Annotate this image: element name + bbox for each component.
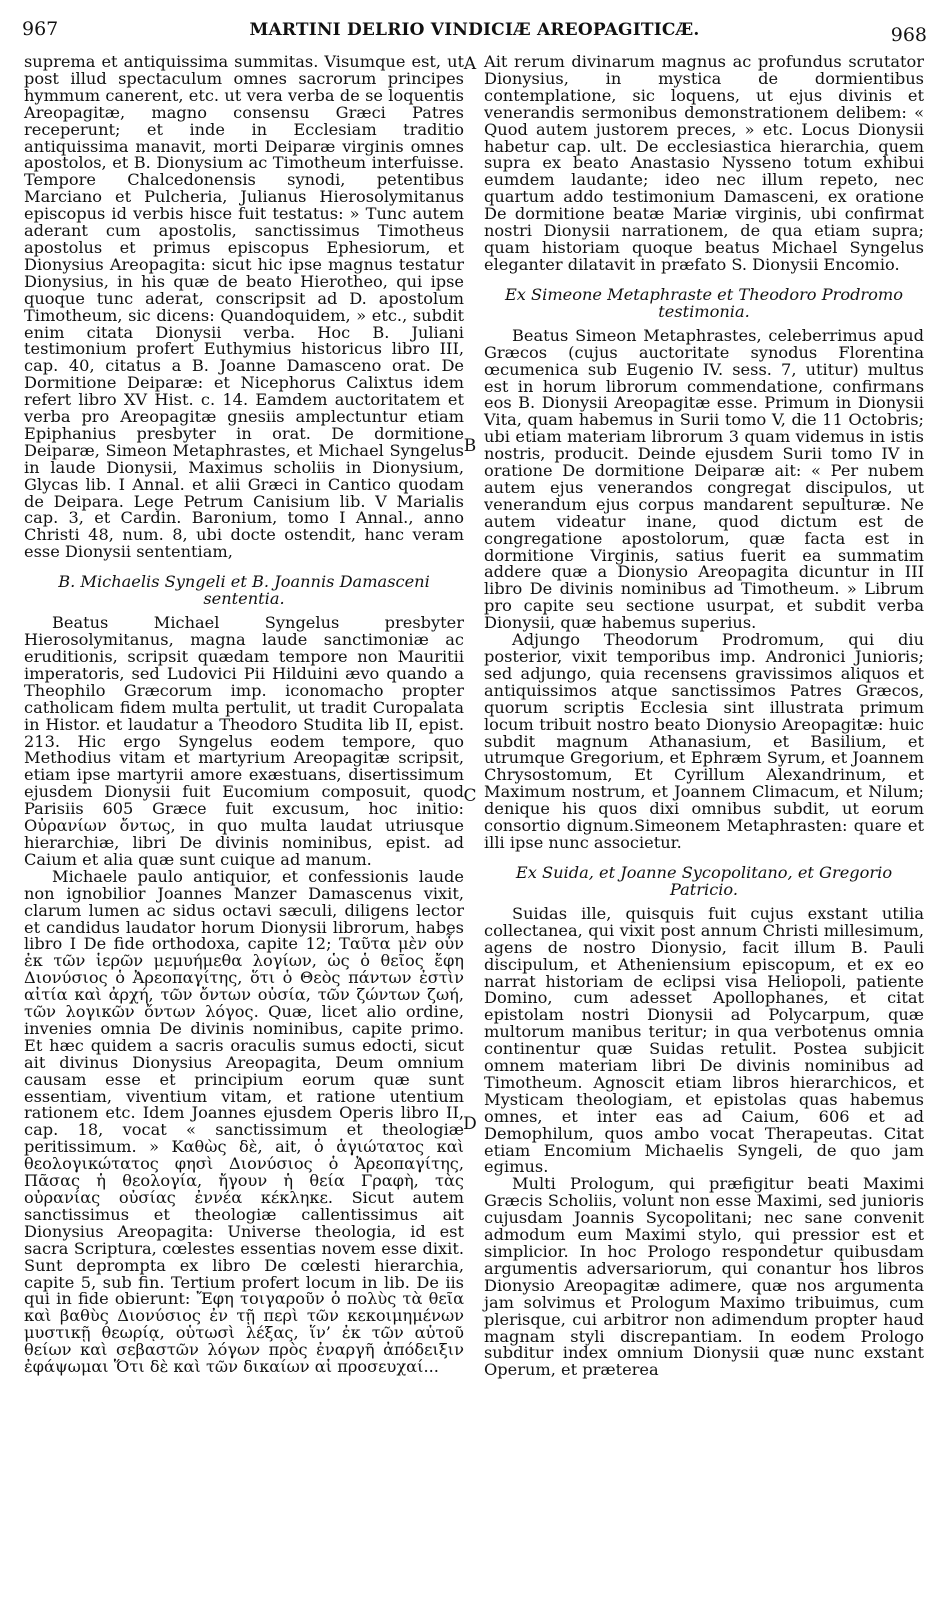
margin-letter-a: A	[463, 54, 477, 74]
paragraph: Adjungo Theodorum Prodromum, qui diu posterior, vixit temporibus imp. Andronici Junioris; sed adjungo, quia recensens gravissimos aliquos et antiquissimos atque sanctissimos Patres Græcos, quorum scriptis Ecclesia sint illustrata primum locum tribuit nostro beato Dionysio Areopagitæ: huic subdit magnum Athanasium, et Basilium, et utrumque Gregorium, et Ephræm Syrum, et Joannem Chrysostomum, Et Cyrillum Alexandrinum, et Maximum nostrum, et Joannem Climacum, et Nilum; denique his quos dixi omnibus subdit, ut eorum consortio dignum.Simeonem Metaphrasten: quare et illi ipse nunc associetur.	[484, 630, 924, 852]
paragraph: Multi Prologum, qui præfigitur beati Maximi Græcis Scholiis, volunt non esse Maximi, sed junioris cujusdam Joannis Sycopolitani; nec sane convenit admodum eum Maximi stylo, qui pressior est et simplicior. In hoc Prologo respondetur quibusdam argumentis adversariorum, qui conantur hos libros Dionysio Areopagitæ adimere, quæ nos argumenta jam solvimus et Prologum Maximo tribuimus, cum plerisque, cui arbitror non adimendum propter haud magnam styli discrepantiam. In eodem Prologo subditur index omnium Dionysii quæ nunc exstant Operum, et præterea	[484, 1174, 924, 1380]
margin-letter-d: D	[463, 1114, 477, 1134]
paragraph: Beatus Michael Syngelus presbyter Hierosolymitanus, magna laude sanctimoniæ ac eruditionis, scripsit quædam tempore non Mauritii imperatoris, sed Ludovici Pii Hilduini ævo quando a Theophilo Græcorum imp. iconomacho propter catholicam fidem multa pertulit, ut tradit Curopalata in Histor. et laudatur a Theodoro Studita lib II, epist. 213. Hic ergo Syngelus eodem tempore, quo Methodius vitam et martyrium Areopagitæ scripsit, etiam ipse martyrii amore exæstuans, disertissimum ejusdem Dionysii fuit Eucomium composuit, quod Parisiis 605 Græce fuit excusum, hoc initio: Οὐρανίων ὄντως, in quo multa laudat utriusque hierarchiæ, libri De divinis nominibus, epist. ad Caium et alia quæ sunt cuique ad manum.	[24, 613, 464, 869]
right-column	[484, 54, 924, 1379]
paragraph: Michaele paulo antiquior, et confessionis laude non ignobilior Joannes Manzer Damascenus vixit, clarum lumen ac sidus octavi sæculi, diligens lector et candidus laudator horum Dionysii librorum, habes libro I De fide orthodoxa, capite 12; Ταῦτα μὲν οὖν ἐκ τῶν ἱερῶν μεμυήμεθα λογίων, ὡς ὁ θεῖος ἔφη Διονύσιος ὁ Ἀρεοπαγίτης, ὅτι ὁ Θεὸς πάντων ἐστὶν αἰτία καὶ ἀρχή, τῶν ὄντων οὐσία, τῶν ζώντων ζωή, τῶν λογικῶν ὄντων λόγος. Quæ, licet alio ordine, invenies omnia De divinis nominibus, capite primo. Et hæc quidem a sacris oraculis sumus edocti, sicut ait divinus Dionysius Areopagita, Deum omnium causam esse et principium eorum quæ sunt essentiam, viventium vitam, et ratione utentium rationem etc. Idem Joannes ejusdem Operis libro II, cap. 18, vocat « sanctissimum et theologiæ peritissimum. » Καθὼς δὲ, ait, ὁ ἁγιώτατος καὶ θεολογικώτατος φησὶ Διονύσιος ὁ Ἀρεοπαγίτης, Πᾶσας ἡ θεολογία, ἤγουν ἡ θεία Γραφὴ, τὰς οὐρανίας οὐσίας ἐννέα κέκληκε. Sicut autem sanctissimus et theologiæ callentissimus ait Dionysius Areopagita: Universe theologia, id est sacra Scriptura, cœlestes essentias novem esse dixit. Sunt deprompta ex libro De cœlesti hierarchia, capite 5, sub fin. Tertium profert locum in lib. De iis qui in fide obierunt: Ἔφη τοιγαροῦν ὁ πολὺς τὰ θεῖα καὶ βαθὺς Διονύσιος ἐν τῇ περὶ τῶν κεκοιμημένων μυστικῇ θεωρίᾳ, οὑτωσὶ λέξας, ἵν’ ἐκ τῶν αὐτοῦ θείων καὶ σεβαστῶν λόγων πρὸς ἐναργῆ ἀπόδειξιν ἐφάψωμαι Ὅτι δὲ καὶ τῶν δικαίων αἱ προσευχαί...	[24, 866, 464, 1377]
page-number-right: 968	[890, 24, 927, 46]
page-header	[0, 14, 949, 44]
paragraph: Suidas ille, quisquis fuit cujus exstant utilia collectanea, qui vixit post annum Christi millesimum, agens de nostro Dionysio, facit illum B. Pauli discipulum, et Atheniensium episcopum, et ex eo narrat historiam de eclipsi visa Heliopoli, patiente Domino, cum adesset Apollophanes, et citat epistolam nostri Dionysii ad Polycarpum, quæ multorum manibus teritur; in qua verbotenus omnia continentur quæ Suidas retulit. Postea subjicit omnem materiam libri De divinis nominibus ad Timotheum. Agnoscit etiam libros hierarchicos, et Mysticam theologiam, et epistolas quas habemus omnes, et inter eas ad Caium, 606 et ad Demophilum, quos ambo vocat Therapeutas. Citat etiam Encomium Michaelis Syngeli, de quo jam egimus.	[484, 903, 924, 1177]
page-number-left: 967	[22, 18, 59, 40]
margin-letter-b: B	[463, 436, 477, 456]
running-title: MARTINI DELRIO VINDICIÆ AREOPAGITICÆ.	[249, 20, 700, 40]
paragraph: suprema et antiquissima summitas. Visumque est, ut post illud spectaculum omnes sacrorum principes hymmum canerent, etc. ut vera verba de se loquentis Areopagitæ, magno consensu Græci Patres receperunt; et inde in Ecclesiam traditio antiquissima manavit, morti Deiparæ virginis omnes apostolos, et B. Dionysium ac Timotheum interfuisse. Tempore Chalcedonensis synodi, petentibus Marciano et Pulcheria, Julianus Hierosolymitanus episcopus id verbis hisce fuit testatus: » Tunc autem aderant cum apostolis, sanctissimus Timotheus apostolus et primus episcopus Ephesiorum, et Dionysius Areopagita: sicut hic ipse magnus testatur Dionysius, in his quæ de beato Hierotheo, qui ipse quoque tunc aderat, conscripsit ad D. apostolum Timotheum, sic dicens: Quandoquidem, » etc., subdit enim citata Dionysii verba. Hoc B. Juliani testimonium profert Euthymius historicus libro III, cap. 40, citatus a B. Joanne Damasceno orat. De Dormitione Deiparæ: et Nicephorus Calixtus idem refert libro XV Hist. c. 14. Eamdem auctoritatem et verba pro Areopagitæ gnesiis amplectuntur etiam Epiphanius presbyter in orat. De dormitione Deiparæ, Simeon Metaphrastes, et Michael Syngelus in laude Dionysii, Maximus scholiis in Dionysium, Glycas lib. I Annal. et alii Græci in Cantico quodam de Deipara. Lege Petrum Canisium lib. V Marialis cap. 3, et Cardin. Baronium, tomo I Annal., anno Christi 48, num. 8, ubi docte ostendit, hanc veram esse Dionysii sententiam,	[24, 52, 464, 562]
section-heading: Ex Suida, et Joanne Sycopolitano, et Gregorio Patricio.	[515, 862, 893, 899]
margin-letter-c: C	[463, 786, 477, 806]
section-heading: Ex Simeone Metaphraste et Theodoro Prodromo testimonia.	[504, 284, 904, 321]
section-heading: B. Michaelis Syngeli et B. Joannis Damasceni sententia.	[58, 572, 430, 609]
paragraph: Beatus Simeon Metaphrastes, celeberrimus apud Græcos (cujus auctoritate synodus Florentina œcumenica sub Eugenio IV. sess. 7, utitur) multus est in horum librorum commendatione, confirmans eos B. Dionysii Areopagitæ esse. Primum in Dionysii Vita, quam habemus in Surii tomo V, die 11 Octobris; ubi etiam materiam librorum 3 quam videmus in istis nostris, producit. Deinde ejusdem Surii tomo IV in oratione De dormitione Deiparæ ait: « Per nubem autem ejus venerandos congregat discipulos, ut venerandum ejus corpus mandarent sepulturæ. Ne autem videatur inane, quod dictum est de congregatione apostolorum, quæ facta est in dormitione Virginis, satius fuerit ea summatim addere quæ a Dionysio Areopagita dicuntur in III libro De divinis nominibus ad Timotheum. » Librum pro capite seu sectione usurpat, et subdit verba Dionysii, quæ habemus superius.	[484, 325, 924, 633]
paragraph: Ait rerum divinarum magnus ac profundus scrutator Dionysius, in mystica de dormientibus contemplatione, sic loquens, ut ejus divinis et venerandis sermonibus demonstrationem delibem: « Quod autem justorem preces, » etc. Locus Dionysii habetur cap. ult. De ecclesiastica hierarchia, quem supra ex beato Anastasio Nysseno totum exhibui eumdem laudante; ideo nec illum repeto, nec quartum addo testimonium Damasceni, ex oratione De dormitione beatæ Mariæ virginis, ubi confirmat nostri Dionysii narrationem, de qua etiam supra; quam historiam quoque beatus Michael Syngelus eleganter dilatavit in præfato S. Dionysii Encomio.	[484, 52, 924, 274]
left-column	[24, 54, 464, 1376]
